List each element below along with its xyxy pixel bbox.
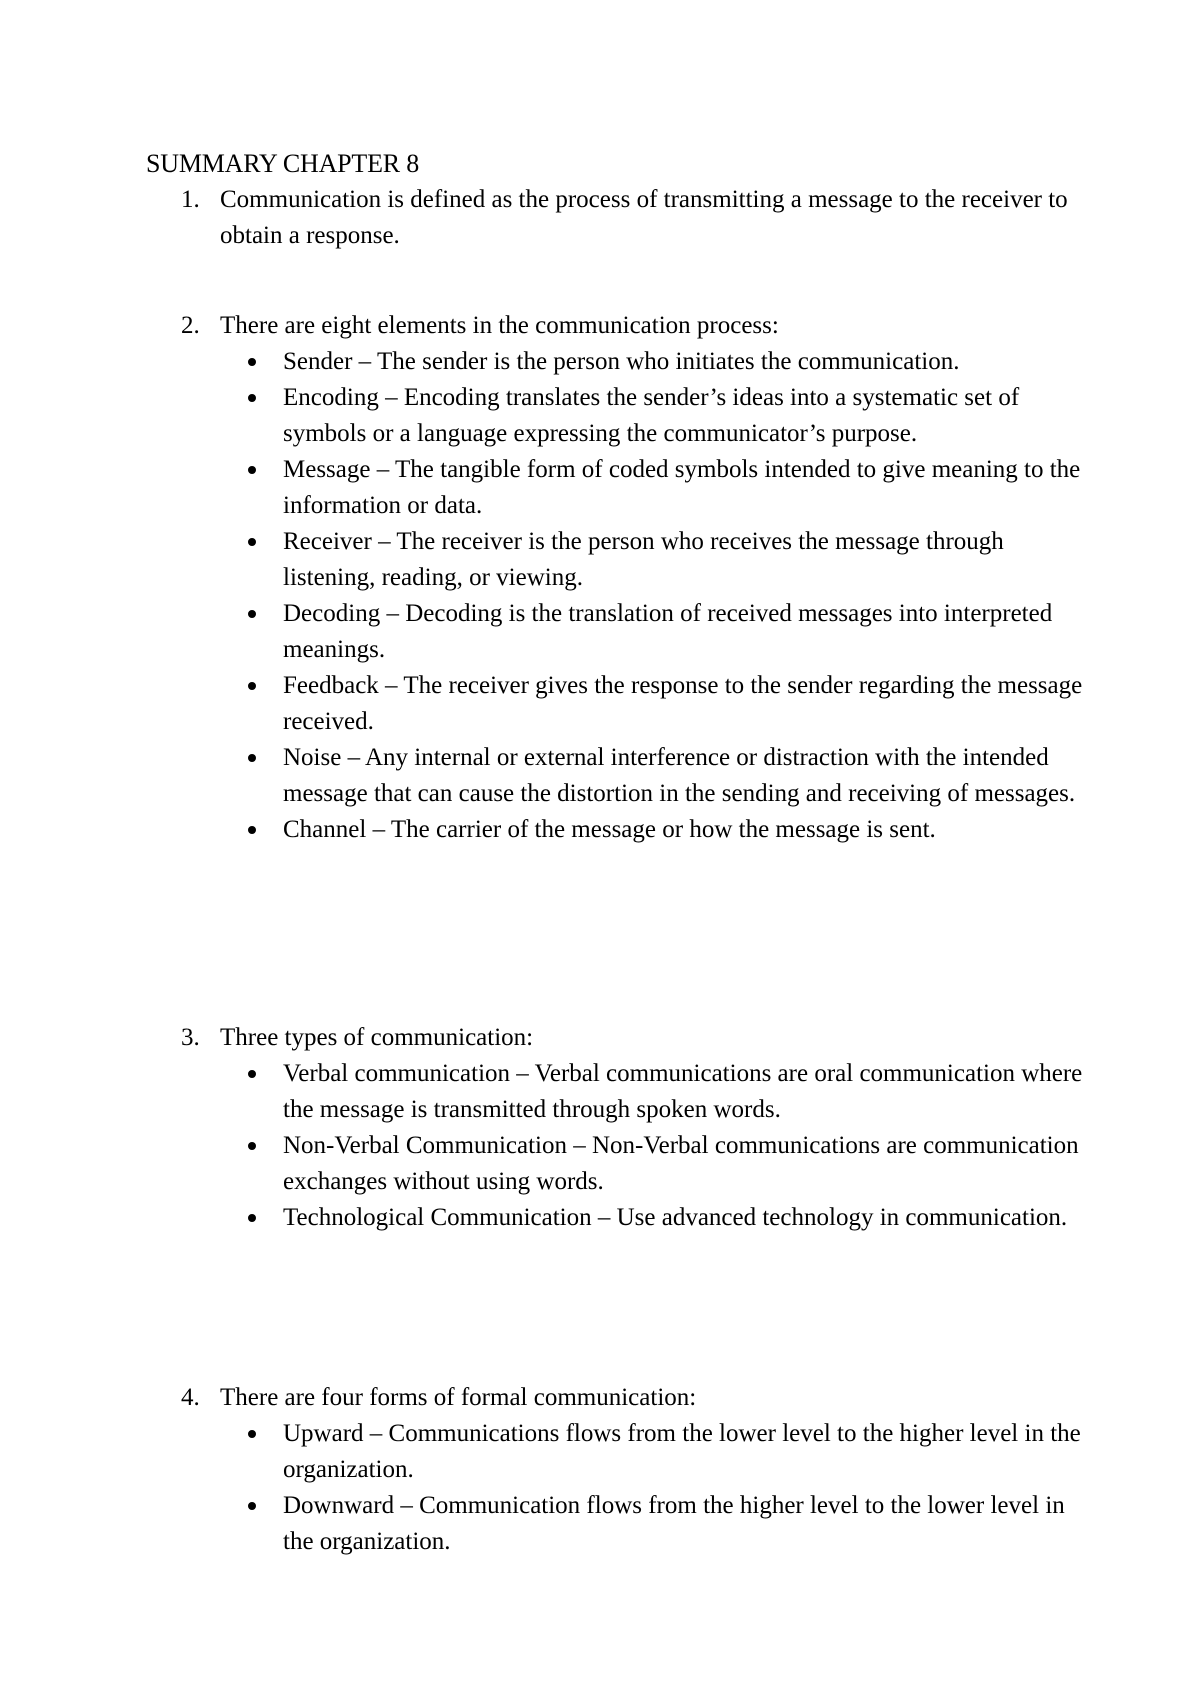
bullet-list	[146, 1056, 1086, 1236]
bullet-text: Encoding – Encoding translates the sender’s ideas into a systematic set of symbols or a language expressing the communicator’s purpose.	[283, 384, 1020, 447]
bullet-item	[146, 812, 1086, 848]
bullet-icon	[248, 610, 256, 618]
bullet-text: Downward – Communication flows from the higher level to the lower level in the organization.	[283, 1492, 1065, 1555]
bullet-icon	[248, 1142, 256, 1150]
bullet-text: Technological Communication – Use advanced technology in communication.	[283, 1204, 1068, 1231]
bullet-item	[146, 1416, 1086, 1488]
bullet-item	[146, 452, 1086, 524]
bullet-list	[146, 1416, 1086, 1560]
bullet-icon	[248, 1070, 256, 1078]
document-title: SUMMARY CHAPTER 8	[146, 149, 420, 178]
bullet-icon	[248, 682, 256, 690]
bullet-item	[146, 380, 1086, 452]
bullet-text: Sender – The sender is the person who initiates the communication.	[283, 348, 960, 375]
bullet-text: Noise – Any internal or external interference or distraction with the intended message that can cause the distortion in the sending and receiving of messages.	[283, 744, 1076, 807]
bullet-text: Channel – The carrier of the message or how the message is sent.	[283, 816, 936, 843]
bullet-text: Non-Verbal Communication – Non-Verbal communications are communication exchanges without using words.	[283, 1132, 1079, 1195]
item-number: 4.	[181, 1384, 200, 1411]
section-4	[146, 1380, 1086, 1560]
section-3	[146, 1020, 1086, 1236]
bullet-text: Upward – Communications flows from the lower level to the higher level in the organization.	[283, 1420, 1081, 1483]
bullet-icon	[248, 826, 256, 834]
bullet-text: Verbal communication – Verbal communications are oral communication where the message is transmitted through spoken words.	[283, 1060, 1083, 1123]
bullet-item	[146, 668, 1086, 740]
bullet-icon	[248, 754, 256, 762]
bullet-item	[146, 1200, 1086, 1236]
bullet-text: Decoding – Decoding is the translation of received messages into interpreted meanings.	[283, 600, 1053, 663]
bullet-text: Feedback – The receiver gives the response to the sender regarding the message received.	[283, 672, 1083, 735]
bullet-icon	[248, 394, 256, 402]
bullet-item	[146, 524, 1086, 596]
bullet-text: Receiver – The receiver is the person who receives the message through listening, reading, or viewing.	[283, 528, 1004, 591]
bullet-icon	[248, 1502, 256, 1510]
item-number: 2.	[181, 312, 200, 339]
item-text: Communication is defined as the process of transmitting a message to the receiver to obtain a response.	[220, 186, 1068, 249]
item-text: There are eight elements in the communication process:	[220, 312, 779, 339]
section-1	[146, 182, 1086, 254]
bullet-icon	[248, 538, 256, 546]
section-2	[146, 308, 1086, 848]
item-text: There are four forms of formal communication:	[220, 1384, 697, 1411]
bullet-icon	[248, 1214, 256, 1222]
bullet-icon	[248, 466, 256, 474]
bullet-icon	[248, 1430, 256, 1438]
item-text: Three types of communication:	[220, 1024, 534, 1051]
bullet-item	[146, 344, 1086, 380]
bullet-list	[146, 344, 1086, 848]
numbered-item	[146, 182, 1086, 254]
bullet-icon	[248, 358, 256, 366]
bullet-item	[146, 596, 1086, 668]
item-number: 3.	[181, 1024, 200, 1051]
numbered-item	[146, 1380, 1086, 1416]
bullet-item	[146, 1128, 1086, 1200]
numbered-item	[146, 1020, 1086, 1056]
bullet-text: Message – The tangible form of coded symbols intended to give meaning to the information or data.	[283, 456, 1081, 519]
bullet-item	[146, 740, 1086, 812]
bullet-item	[146, 1488, 1086, 1560]
numbered-item	[146, 308, 1086, 344]
bullet-item	[146, 1056, 1086, 1128]
item-number: 1.	[181, 186, 200, 213]
